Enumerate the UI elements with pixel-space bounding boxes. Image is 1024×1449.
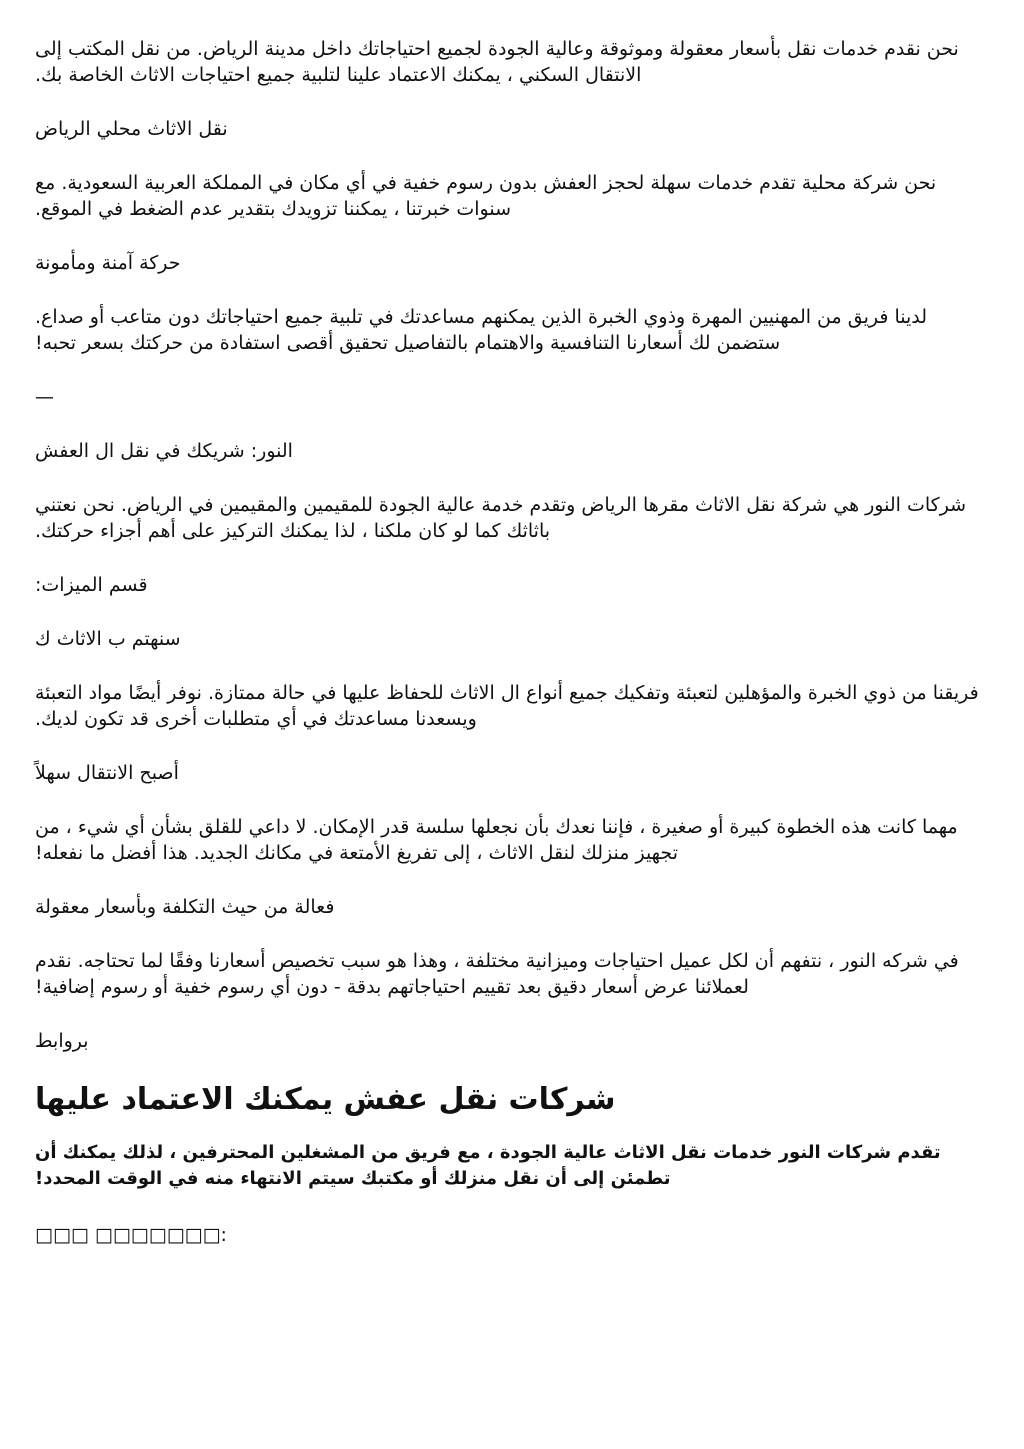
pricing-paragraph: في شركه النور ، نتفهم أن لكل عميل احتياجات وميزانية مختلفة ، وهذا هو سبب تخصيص أسعارنا وفقًا لما تحتاجه. نقدم لعملائنا عرض أسعار دقيق بعد تقييم احتياجاتهم بدقة - دون أي رسوم خفية أو رسوم إضافية!: [35, 950, 959, 998]
team-paragraph: لدينا فريق من المهنيين المهرة وذوي الخبرة الذين يمكنهم مساعدتك في تلبية جميع احتياجاتك دون متاعب أو صداع. ستضمن لك أسعارنا التنافسية والاهتمام بالتفاصيل تحقيق أقصى استفادة من حركتك بسعر تحبه!: [35, 306, 928, 354]
spacer: [35, 732, 990, 760]
intro-paragraph: نحن نقدم خدمات نقل بأسعار معقولة وموثوقة وعالية الجودة لجميع احتياجاتك داخل مدينة الرياض. من نقل المكتب إلى الانتقال السكني ، يمكنك الاعتماد علينا لتلبية جميع احتياجات الاثاث الخاصة بك.: [35, 38, 959, 86]
section-title-local-moving: نقل الاثاث محلي الرياض: [35, 118, 228, 140]
packing-paragraph: فريقنا من ذوي الخبرة والمؤهلين لتعبئة وتفكيك جميع أنواع ال الاثاث للحفاظ عليها في حالة ممتازة. نوفر أيضًا مواد التعبئة ويسعدنا مساعدتك في أي متطلبات أخرى قد تكون لديك.: [35, 682, 979, 730]
spacer: [35, 410, 990, 438]
local-company-paragraph: نحن شركة محلية تقدم خدمات سهلة لحجز العفش بدون رسوم خفية في أي مكان في المملكة العربية السعودية. مع سنوات خبرتنا ، يمكننا تزويدك بتقدير عدم الضغط في الموقع.: [35, 172, 937, 220]
spacer: [35, 1054, 990, 1080]
garbled-label: □□□ □□□□□□□:: [35, 1224, 227, 1246]
article-body: [35, 36, 990, 1248]
features-label: قسم الميزات:: [35, 574, 148, 596]
spacer: [35, 598, 990, 626]
spacer: [35, 544, 990, 572]
spacer: [35, 142, 990, 170]
spacer: [35, 786, 990, 814]
section-title-care: سنهتم ب الاثاث ك: [35, 628, 181, 650]
separator-dash: —: [35, 386, 54, 408]
spacer: [35, 1120, 990, 1140]
section-title-partner: النور: شريكك في نقل ال العفش: [35, 440, 293, 462]
main-heading: شركات نقل عفش يمكنك الاعتماد عليها: [35, 1082, 616, 1117]
section-title-cost-effective: فعالة من حيث التكلفة وبأسعار معقولة: [35, 896, 335, 918]
spacer: [35, 356, 990, 384]
company-description-paragraph: شركات النور هي شركة نقل الاثاث مقرها الرياض وتقدم خدمة عالية الجودة للمقيمين والمقيمين في الرياض. نحن نعتني باثاثك كما لو كان ملكنا ، لذا يمكنك التركيز على أهم أجزاء حركتك.: [35, 494, 967, 542]
section-title-safe-move: حركة آمنة ومأمونة: [35, 252, 181, 274]
section-title-easy-move: أصبح الانتقال سهلاً: [35, 762, 179, 784]
spacer: [35, 88, 990, 116]
spacer: [35, 1192, 990, 1222]
spacer: [35, 920, 990, 948]
smooth-move-paragraph: مهما كانت هذه الخطوة كبيرة أو صغيرة ، فإننا نعدك بأن نجعلها سلسة قدر الإمكان. لا داعي للقلق بشأن أي شيء ، من تجهيز منزلك لنقل الاثاث ، إلى تفريغ الأمتعة في مكانك الجديد. هذا أفضل ما نفعله!: [35, 816, 958, 864]
spacer: [35, 222, 990, 250]
spacer: [35, 652, 990, 680]
spacer: [35, 464, 990, 492]
links-label: بروابط: [35, 1030, 89, 1052]
spacer: [35, 1000, 990, 1028]
lead-paragraph: تقدم شركات النور خدمات نقل الاثاث عالية الجودة ، مع فريق من المشغلين المحترفين ، لذلك يمكنك أن تطمئن إلى أن نقل منزلك أو مكتبك سيتم الانتهاء منه في الوقت المحدد!: [35, 1142, 941, 1189]
spacer: [35, 276, 990, 304]
spacer: [35, 866, 990, 894]
